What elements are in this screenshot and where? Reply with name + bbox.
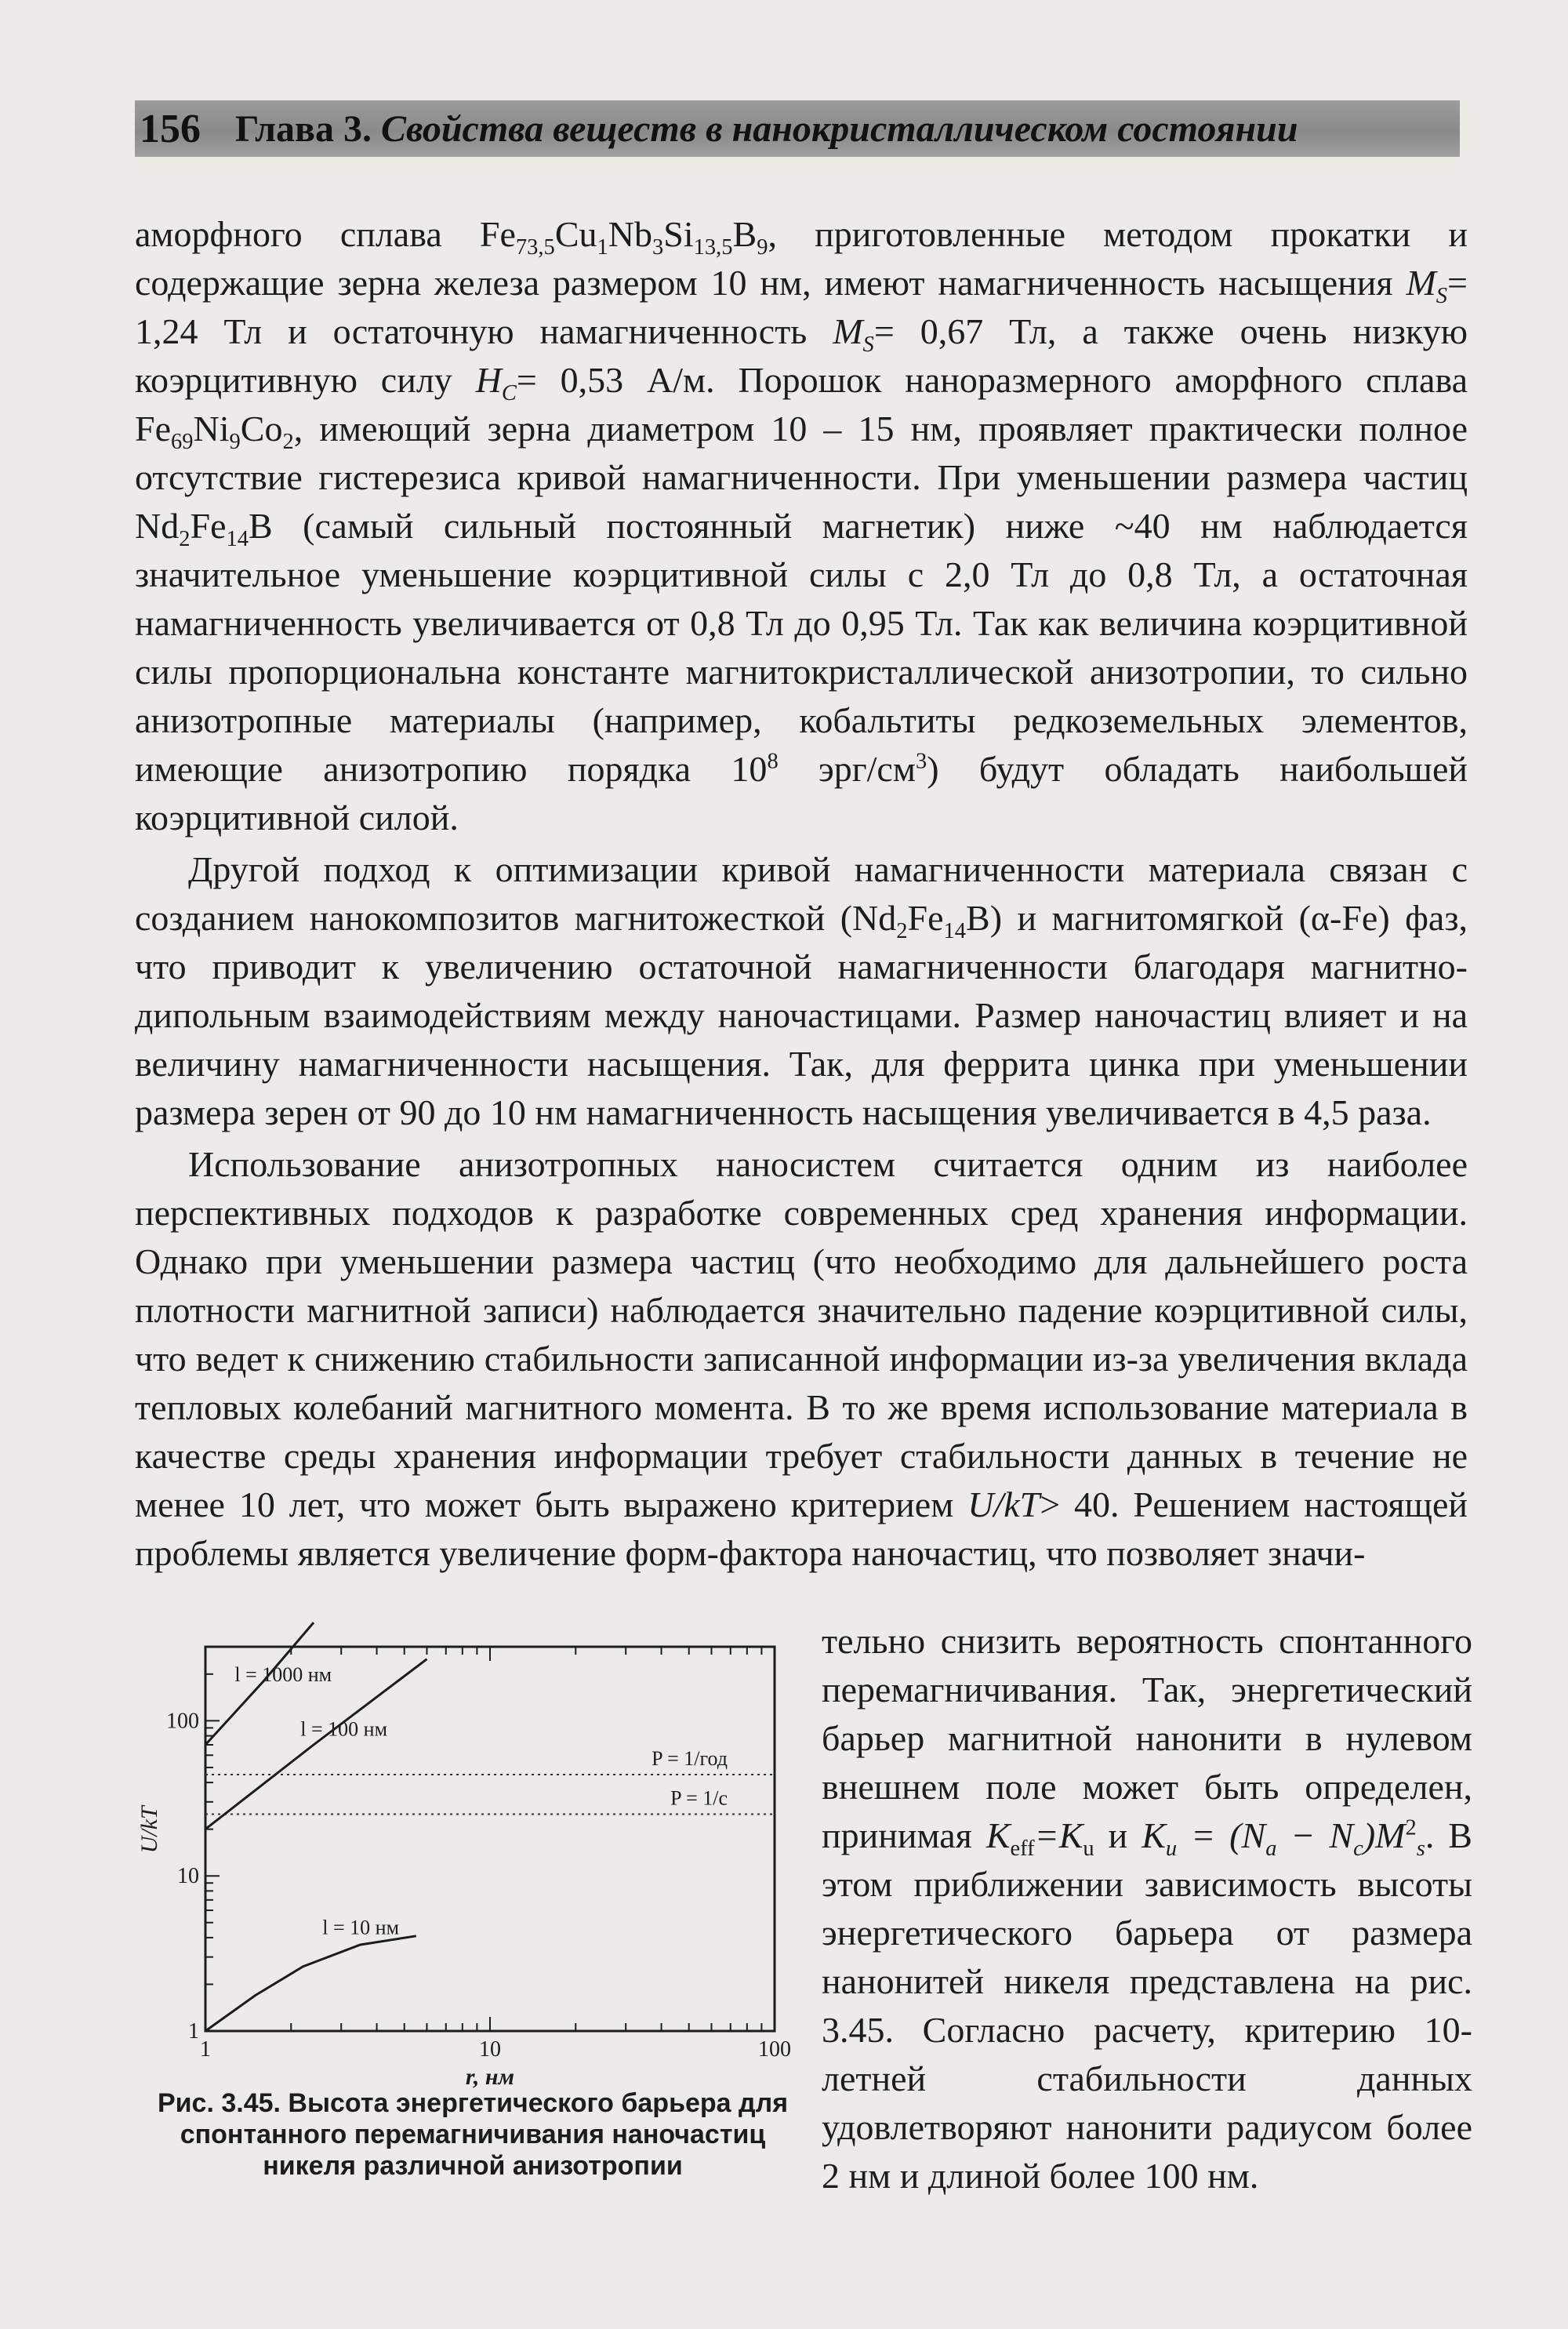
- subscript: C: [501, 381, 517, 406]
- text-run: Nb: [608, 214, 652, 254]
- figure-caption: [140, 2087, 806, 2182]
- figure-3-45: [136, 1639, 806, 2219]
- subscript: 2: [179, 527, 191, 552]
- text-run: = 0,67 Тл, а также очень низкую коэрцитивную силу: [135, 311, 1468, 400]
- formula-part: K: [1142, 1815, 1166, 1855]
- criterion-symbol: U/kT: [967, 1484, 1040, 1524]
- x-tick-label: 1: [200, 2037, 211, 2062]
- formula-part: =K: [1034, 1815, 1083, 1855]
- text-run: Ni: [193, 409, 230, 449]
- subscript: u: [1083, 1837, 1094, 1862]
- formula-part: − N: [1276, 1815, 1354, 1855]
- x-tick-label: 100: [758, 2037, 791, 2062]
- superscript: 8: [767, 749, 779, 774]
- side-paragraph: [822, 1617, 1472, 2200]
- text-run: = 0,53 А/м. Порошок наноразмерного аморфного сплава Fe: [135, 360, 1468, 449]
- subscript: 69: [171, 430, 194, 455]
- body-text: [135, 210, 1468, 1578]
- series-label-3: l = 10 нм: [322, 1916, 400, 1939]
- text-run: B) и магнитомягкой (α-Fe) фаз, что приводит к увеличению остаточной намагниченности благодаря магнитно-дипольным взаимодействиям между наночастицами. Размер наночастиц влияет и на величину намагниченности насыщения. Так, для феррита цинка при уменьшении размера зерен от 90 до 10 нм намагниченность насыщения увеличивается в 4,5 раза.: [135, 898, 1468, 1132]
- subscript: a: [1265, 1837, 1277, 1862]
- subscript: 2: [282, 430, 294, 455]
- text-run: В этом приближении зависимость высоты энергетического барьера от размера нанонитей никеля представлена на рис. 3.45. Согласно расчету, критерию 10-летней стабильности данных удовлетворяют нанонити радиусом более 2 нм и длиной более 100 нм.: [822, 1815, 1472, 2196]
- symbol: H: [475, 360, 502, 400]
- text-run: Cu: [554, 214, 597, 254]
- paragraph-2: [135, 845, 1468, 1137]
- text-run: ) будут обладать наибольшей коэрцитивной силой.: [135, 749, 1468, 837]
- caption-text: Высота энергетического барьера для спонтанного перемагничивания наночастиц никеля различной анизотропии: [180, 2088, 789, 2181]
- y-axis-label: U/kT: [136, 1806, 162, 1854]
- formula-part: = (N: [1177, 1815, 1266, 1855]
- text-run: = 1,24 Тл и остаточную намагниченность: [135, 263, 1468, 351]
- subscript: 14: [943, 919, 967, 944]
- formula-part: K: [985, 1815, 1011, 1855]
- subscript: 3: [652, 235, 664, 260]
- subscript: 14: [226, 527, 249, 552]
- x-axis-label: r, нм: [465, 2064, 515, 2090]
- subscript: S: [862, 332, 874, 358]
- text-run: тельно снизить вероятность спонтанного перемагничивания. Так, энергетический барьер магнитной нанонити в нулевом внешнем поле может быть определен, принимая: [822, 1621, 1472, 1855]
- y-tick-label: 10: [177, 1864, 199, 1889]
- superscript: 3: [915, 749, 927, 774]
- chapter-prefix: Глава 3.: [235, 107, 372, 150]
- reference-line-label: P = 1/год: [652, 1746, 728, 1770]
- side-text: [822, 1617, 1472, 2200]
- subscript: 2: [896, 919, 908, 944]
- text-run: B: [732, 214, 757, 254]
- caption-label: Рис. 3.45.: [157, 2088, 281, 2118]
- text-run: Использование анизотропных наносистем считается одним из наиболее перспективных подходов к разработке современных сред хранения информации. Однако при уменьшении размера частиц (что необходимо для дальнейшего роста плотности магнитной записи) наблюдается значительно падение коэрцитивной силы, что ведет к снижению стабильности записанной информации из-за увеличения вклада тепловых колебаний магнитного момента. В то же время использование материала в качестве среды хранения информации требует стабильности данных в течение не менее 10 лет, что может быть выражено критерием: [135, 1144, 1468, 1524]
- text-run: > 40. Решением настоящей проблемы является увеличение форм-фактора наночастиц, что позволяет значи-: [135, 1484, 1468, 1573]
- subscript: c: [1353, 1837, 1363, 1862]
- symbol: M: [833, 311, 863, 351]
- paragraph-3: [135, 1140, 1468, 1578]
- subscript: 9: [229, 430, 241, 455]
- text-run: Si: [663, 214, 694, 254]
- energy-barrier-chart: [136, 1639, 806, 2109]
- text-run: Fe: [190, 506, 227, 546]
- text-run: , имеющий зерна диаметром 10 – 15 нм, проявляет практически полное отсутствие гистерезиса кривой намагниченности. При уменьшении размера частиц Nd: [135, 409, 1468, 546]
- text-run: Co: [240, 409, 283, 449]
- chapter-title: [235, 107, 1298, 151]
- subscript: 13,5: [693, 235, 733, 260]
- text-run: и: [1094, 1815, 1142, 1855]
- text-run: эрг/см: [778, 749, 916, 789]
- text-run: аморфного сплава Fe: [135, 214, 516, 254]
- x-tick-label: 10: [479, 2037, 501, 2062]
- running-header: [135, 100, 1460, 157]
- subscript: s: [1416, 1837, 1425, 1862]
- reference-line-label: P = 1/c: [670, 1786, 728, 1810]
- y-tick-label: 1: [188, 2019, 199, 2044]
- series-line-3: [205, 1936, 416, 2031]
- subscript: S: [1436, 284, 1448, 309]
- text-run: , приготовленные методом прокатки и содержащие зерна железа размером 10 нм, имеют намагниченность насыщения: [135, 214, 1468, 303]
- subscript: eff: [1010, 1837, 1035, 1862]
- superscript: 2: [1405, 1815, 1417, 1840]
- subscript: 73,5: [515, 235, 555, 260]
- formula-part: .: [1425, 1815, 1435, 1855]
- subscript: 1: [597, 235, 608, 260]
- subscript: 9: [757, 235, 768, 260]
- page-number: 156: [140, 106, 201, 151]
- y-tick-label: 100: [166, 1709, 199, 1734]
- subscript: u: [1165, 1837, 1178, 1862]
- text-run: B (самый сильный постоянный магнетик) ниже ~40 нм наблюдается значительное уменьшение коэрцитивной силы с 2,0 Тл до 0,8 Тл, а остаточная намагниченность увеличивается от 0,8 Тл до 0,95 Тл. Так как величина коэрцитивной силы пропорциональна константе магнитокристаллической анизотропии, то сильно анизотропные материалы (например, кобальтиты редкоземельных элементов, имеющие анизотропию порядка 10: [135, 506, 1468, 789]
- series-label-2: l = 100 нм: [300, 1717, 388, 1741]
- paragraph-1: [135, 210, 1468, 842]
- symbol: M: [1406, 263, 1436, 303]
- text-run: Fe: [907, 898, 944, 938]
- text-run: Другой подход к оптимизации кривой намагниченности материала связан с созданием нанокомпозитов магнитожесткой (Nd: [135, 849, 1468, 938]
- series-label-1: l = 1000 нм: [234, 1662, 332, 1686]
- formula-part: )M: [1363, 1815, 1406, 1855]
- chapter-title-text: Свойства веществ в нанокристаллическом состоянии: [380, 107, 1298, 150]
